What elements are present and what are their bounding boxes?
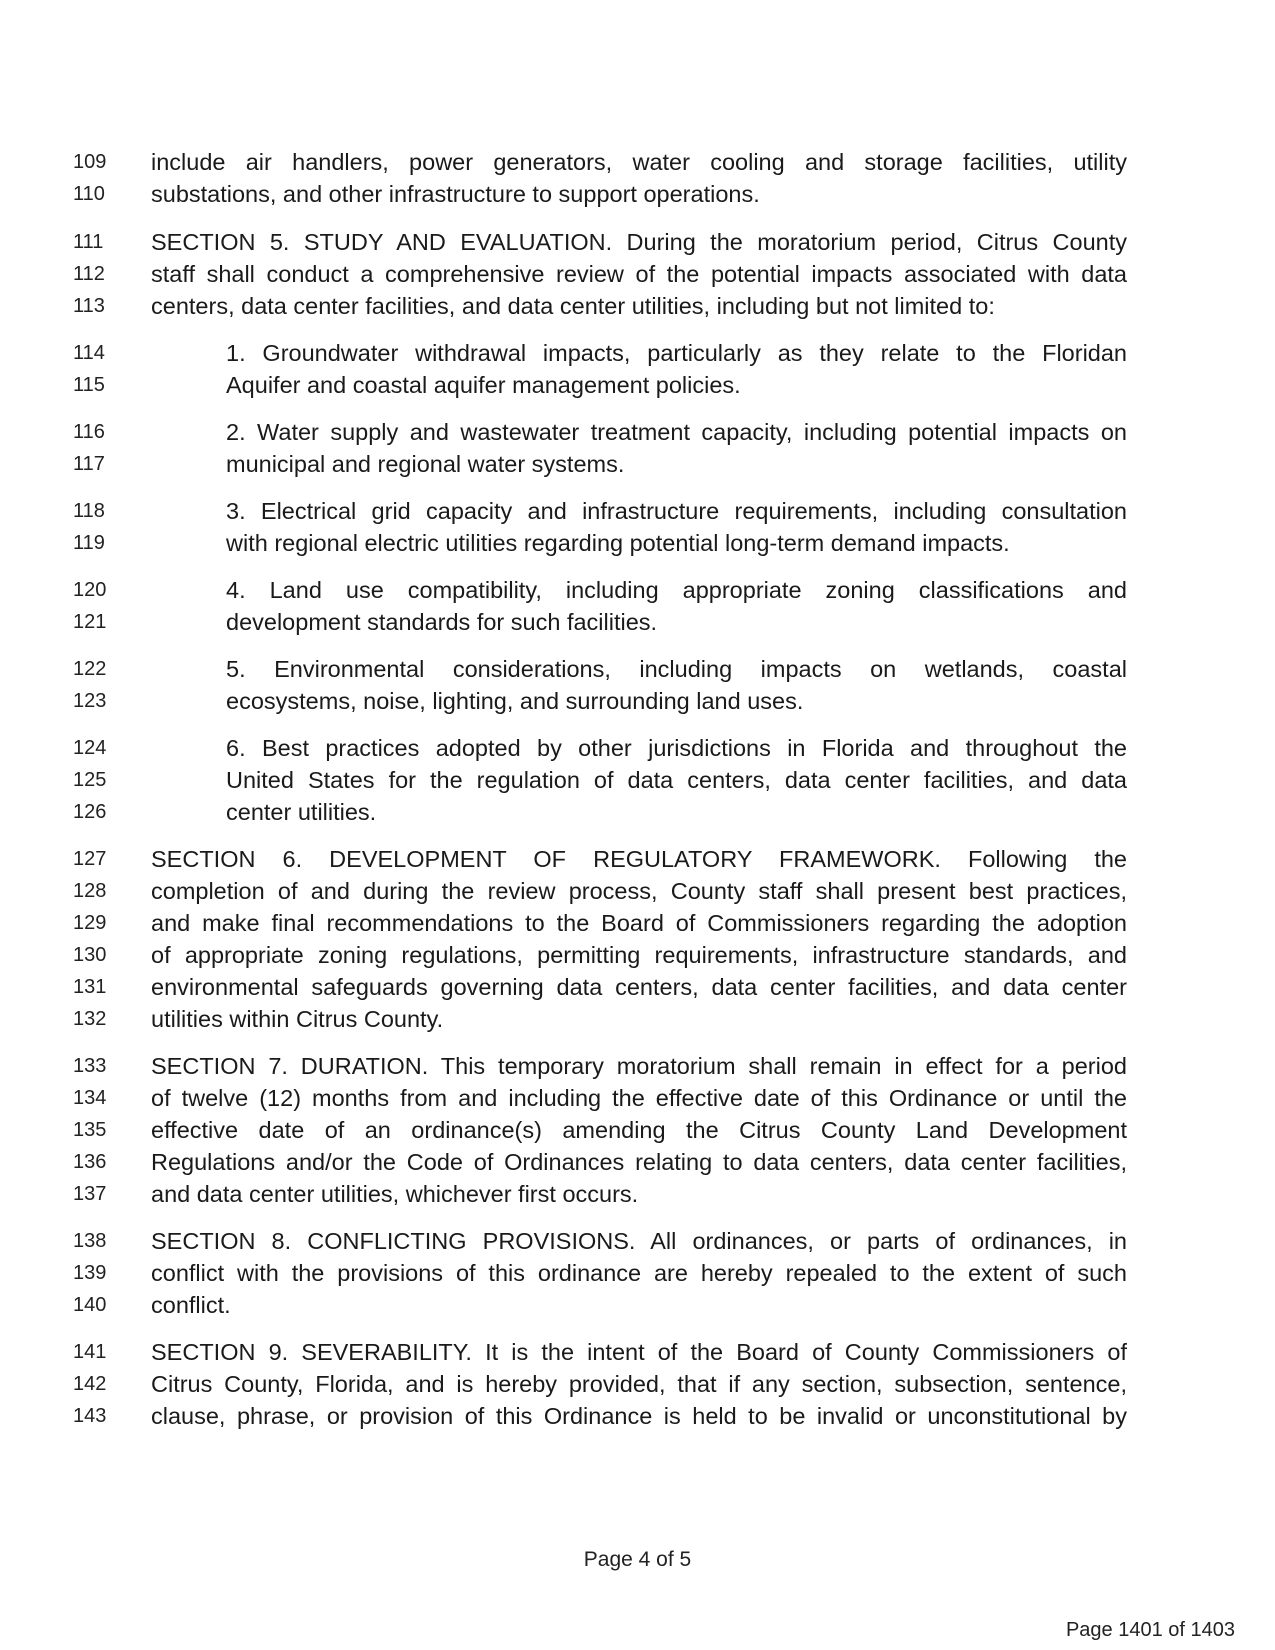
line-text: include air handlers, power generators, water cooling and storage facilities, utility: [151, 149, 1127, 175]
line-text: and data center utilities, whichever first occurs.: [151, 1181, 639, 1207]
line-number: 114: [73, 342, 105, 364]
line-number: 115: [73, 374, 105, 396]
document-line: [0, 574, 1275, 607]
document-line: [0, 1146, 1275, 1179]
line-text: municipal and regional water systems.: [226, 451, 625, 477]
document-line: [0, 369, 1275, 402]
line-number: 118: [73, 500, 105, 522]
line-number: 119: [73, 532, 105, 554]
document-line: [0, 606, 1275, 639]
document-line: [0, 685, 1275, 718]
document-line: [0, 732, 1275, 765]
line-number: 110: [73, 183, 105, 205]
line-number: 140: [73, 1294, 107, 1316]
line-number: 139: [73, 1262, 107, 1284]
line-text: SECTION 6. DEVELOPMENT OF REGULATORY FRAMEWORK. Following the: [151, 846, 1127, 872]
line-text: environmental safeguards governing data centers, data center facilities, and data center: [151, 974, 1127, 1000]
line-number: 143: [73, 1405, 107, 1427]
document-line: [0, 1225, 1275, 1258]
line-text: Regulations and/or the Code of Ordinances relating to data centers, data center facilities,: [151, 1149, 1127, 1175]
document-line: [0, 1289, 1275, 1322]
line-number: 141: [73, 1341, 107, 1363]
line-text: center utilities.: [226, 799, 377, 825]
document-line: [0, 1257, 1275, 1290]
line-text: conflict.: [151, 1292, 231, 1318]
line-number: 109: [73, 151, 107, 173]
line-number: 126: [73, 801, 107, 823]
line-text: effective date of an ordinance(s) amending the Citrus County Land Development: [151, 1117, 1127, 1143]
document-line: [0, 1082, 1275, 1115]
line-number: 111: [73, 231, 104, 253]
document-line: [0, 1336, 1275, 1369]
line-text: and make final recommendations to the Board of Commissioners regarding the adoption: [151, 910, 1127, 936]
document-line: [0, 1400, 1275, 1433]
line-number: 113: [73, 295, 105, 317]
document-line: [0, 843, 1275, 876]
document-line: [0, 416, 1275, 449]
line-number: 127: [73, 848, 107, 870]
line-number: 121: [73, 611, 107, 633]
line-number: 138: [73, 1230, 107, 1252]
line-text: substations, and other infrastructure to support operations.: [151, 181, 760, 207]
document-line: [0, 1178, 1275, 1211]
document-line: [0, 971, 1275, 1004]
line-number: 132: [73, 1008, 107, 1030]
line-text: 1. Groundwater withdrawal impacts, particularly as they relate to the Floridan: [226, 340, 1127, 366]
line-text: 2. Water supply and wastewater treatment capacity, including potential impacts on: [226, 419, 1127, 445]
document-line: [0, 907, 1275, 940]
line-text: SECTION 8. CONFLICTING PROVISIONS. All ordinances, or parts of ordinances, in: [151, 1228, 1127, 1254]
document-line: [0, 146, 1275, 179]
line-text: staff shall conduct a comprehensive review of the potential impacts associated with data: [151, 261, 1127, 287]
document-line: [0, 495, 1275, 528]
document-line: [0, 178, 1275, 211]
document-line: [0, 448, 1275, 481]
document-line: [0, 796, 1275, 829]
line-text: SECTION 7. DURATION. This temporary moratorium shall remain in effect for a period: [151, 1053, 1127, 1079]
line-number: 137: [73, 1183, 107, 1205]
document-line: [0, 939, 1275, 972]
document-line: [0, 1368, 1275, 1401]
line-text: 6. Best practices adopted by other jurisdictions in Florida and throughout the: [226, 735, 1127, 761]
line-number: 129: [73, 912, 107, 934]
document-line: [0, 337, 1275, 370]
line-text: centers, data center facilities, and data center utilities, including but not limited to:: [151, 293, 995, 319]
packet-page-number: Page 1401 of 1403: [1065, 1619, 1235, 1641]
line-number: 135: [73, 1119, 107, 1141]
line-text: SECTION 9. SEVERABILITY. It is the intent of the Board of County Commissioners of: [151, 1339, 1127, 1365]
line-text: Aquifer and coastal aquifer management policies.: [226, 372, 741, 398]
line-text: Citrus County, Florida, and is hereby provided, that if any section, subsection, sentence,: [151, 1371, 1127, 1397]
document-line: [0, 1050, 1275, 1083]
document-line: [0, 653, 1275, 686]
line-text: development standards for such facilities.: [226, 609, 658, 635]
line-number: 136: [73, 1151, 107, 1173]
line-text: with regional electric utilities regarding potential long-term demand impacts.: [226, 530, 1010, 556]
line-number: 134: [73, 1087, 107, 1109]
line-text: 4. Land use compatibility, including appropriate zoning classifications and: [226, 577, 1127, 603]
line-text: ecosystems, noise, lighting, and surrounding land uses.: [226, 688, 804, 714]
document-line: [0, 290, 1275, 323]
document-line: [0, 764, 1275, 797]
line-number: 125: [73, 769, 107, 791]
line-text: United States for the regulation of data centers, data center facilities, and data: [226, 767, 1127, 793]
document-line: [0, 1003, 1275, 1036]
document-line: [0, 226, 1275, 259]
page-number: Page 4 of 5: [583, 1548, 692, 1571]
line-text: SECTION 5. STUDY AND EVALUATION. During the moratorium period, Citrus County: [151, 229, 1127, 255]
document-line: [0, 1114, 1275, 1147]
line-number: 133: [73, 1055, 107, 1077]
document-line: [0, 875, 1275, 908]
line-number: 117: [73, 453, 105, 475]
line-number: 123: [73, 690, 107, 712]
line-text: completion of and during the review process, County staff shall present best practices,: [151, 878, 1127, 904]
line-number: 120: [73, 579, 107, 601]
line-number: 112: [73, 263, 105, 285]
line-number: 130: [73, 944, 107, 966]
line-text: 3. Electrical grid capacity and infrastructure requirements, including consultation: [226, 498, 1127, 524]
line-number: 131: [73, 976, 107, 998]
line-number: 128: [73, 880, 107, 902]
line-text: of twelve (12) months from and including the effective date of this Ordinance or until the: [151, 1085, 1127, 1111]
line-text: conflict with the provisions of this ordinance are hereby repealed to the extent of such: [151, 1260, 1127, 1286]
line-number: 122: [73, 658, 107, 680]
line-number: 116: [73, 421, 105, 443]
line-number: 124: [73, 737, 107, 759]
line-text: utilities within Citrus County.: [151, 1006, 444, 1032]
line-number: 142: [73, 1373, 107, 1395]
document-line: [0, 527, 1275, 560]
line-text: 5. Environmental considerations, including impacts on wetlands, coastal: [226, 656, 1127, 682]
line-text: clause, phrase, or provision of this Ordinance is held to be invalid or unconstitutional by: [151, 1403, 1127, 1429]
document-line: [0, 258, 1275, 291]
line-text: of appropriate zoning regulations, permitting requirements, infrastructure standards, and: [151, 942, 1127, 968]
